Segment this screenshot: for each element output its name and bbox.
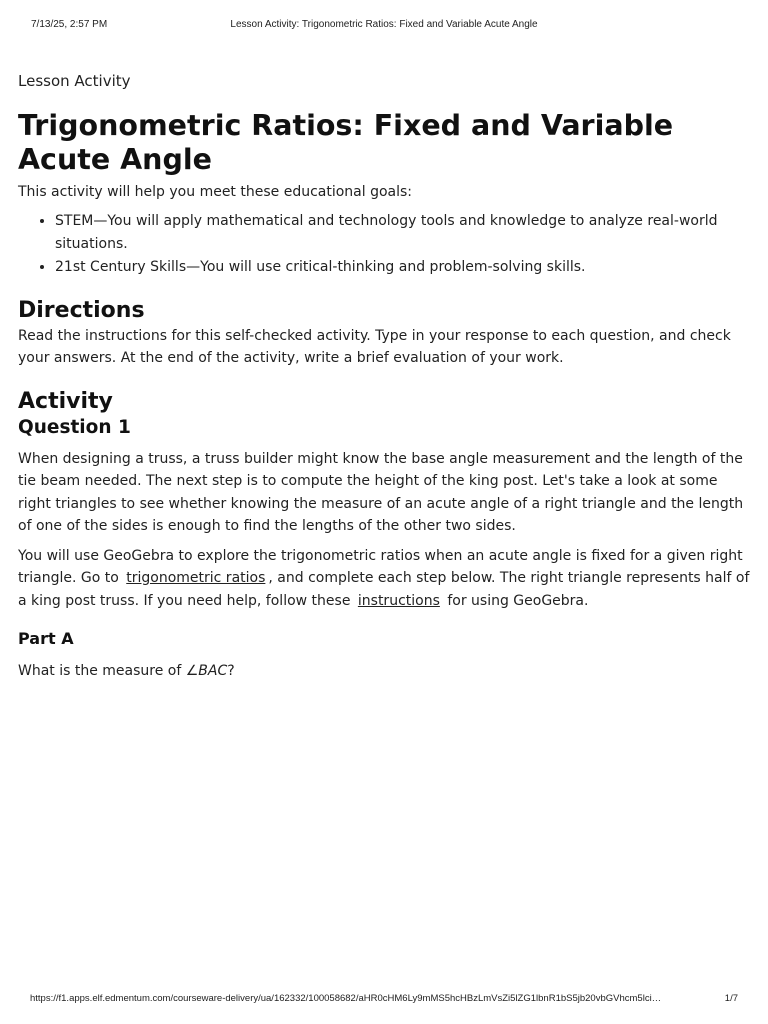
print-footer — [0, 993, 768, 1007]
goal-item-stem: • STEM—You will apply mathematical and technology tools and knowledge to analyze real-world situations. — [55, 210, 753, 256]
lesson-title: Trigonometric Ratios: Fixed and Variable Acute Angle — [18, 109, 674, 176]
print-date: 7/13/25, 2:57 PM — [31, 19, 108, 30]
goal-item-21st-century: • 21st Century Skills—You will use critical-thinking and problem-solving skills. — [55, 256, 753, 279]
print-page-title: Lesson Activity: Trigonometric Ratios: Fixed and Variable Acute Angle — [230, 19, 538, 30]
part-a-question-prefix: What is the measure of — [18, 663, 186, 679]
goals-intro: This activity will help you meet these educational goals: — [18, 184, 413, 200]
directions-text: Read the instructions for this self-checked activity. Type in your response to each question, and check your answers. At the end of the activity, write a brief evaluation of your work. — [18, 327, 731, 366]
part-a-question — [18, 660, 753, 683]
paragraph-2-text-c: for using GeoGebra. — [447, 592, 589, 609]
lesson-content — [18, 70, 753, 683]
part-a-heading: Part A — [18, 629, 74, 648]
directions-heading: Directions — [18, 297, 145, 323]
question-1-heading: Question 1 — [18, 416, 131, 438]
instructions-link[interactable]: instructions — [357, 592, 440, 609]
activity-heading: Activity — [18, 388, 113, 414]
question-1-paragraph-2 — [18, 545, 753, 613]
goals-list — [18, 210, 753, 279]
paragraph-2-text-a: You will use GeoGebra to explore the trigonometric ratios when an acute angle is fixed for a given right triangle. Go to — [18, 547, 743, 586]
lesson-type-label: Lesson Activity — [18, 72, 131, 90]
part-a-question-suffix: ? — [227, 663, 235, 679]
print-url: https://f1.apps.elf.edmentum.com/courseware-delivery/ua/162332/100058682/aHR0cHM6Ly9mMS5hcHBzLmVsZi5lZG1lbnR1bS5jb20vbGVhcm5lci… — [30, 993, 662, 1004]
trigonometric-ratios-link[interactable]: trigonometric ratios — [126, 570, 266, 586]
print-page-number: 1/7 — [724, 993, 738, 1004]
paragraph-2-text-b: , and complete each step below. The right triangle represents half of a king post truss. If you need help, follow these — [18, 570, 750, 609]
angle-bac-notation: ∠BAC — [185, 663, 228, 679]
question-1-paragraph-1: When designing a truss, a truss builder might know the base angle measurement and the length of the tie beam needed. The next step is to compute the height of the king post. Let's take a look at some right triangles to see whether knowing the measure of an acute angle of a right triangle and the length of one of the sides is enough to find the lengths of the other two sides. — [18, 450, 744, 534]
print-header — [0, 19, 768, 33]
